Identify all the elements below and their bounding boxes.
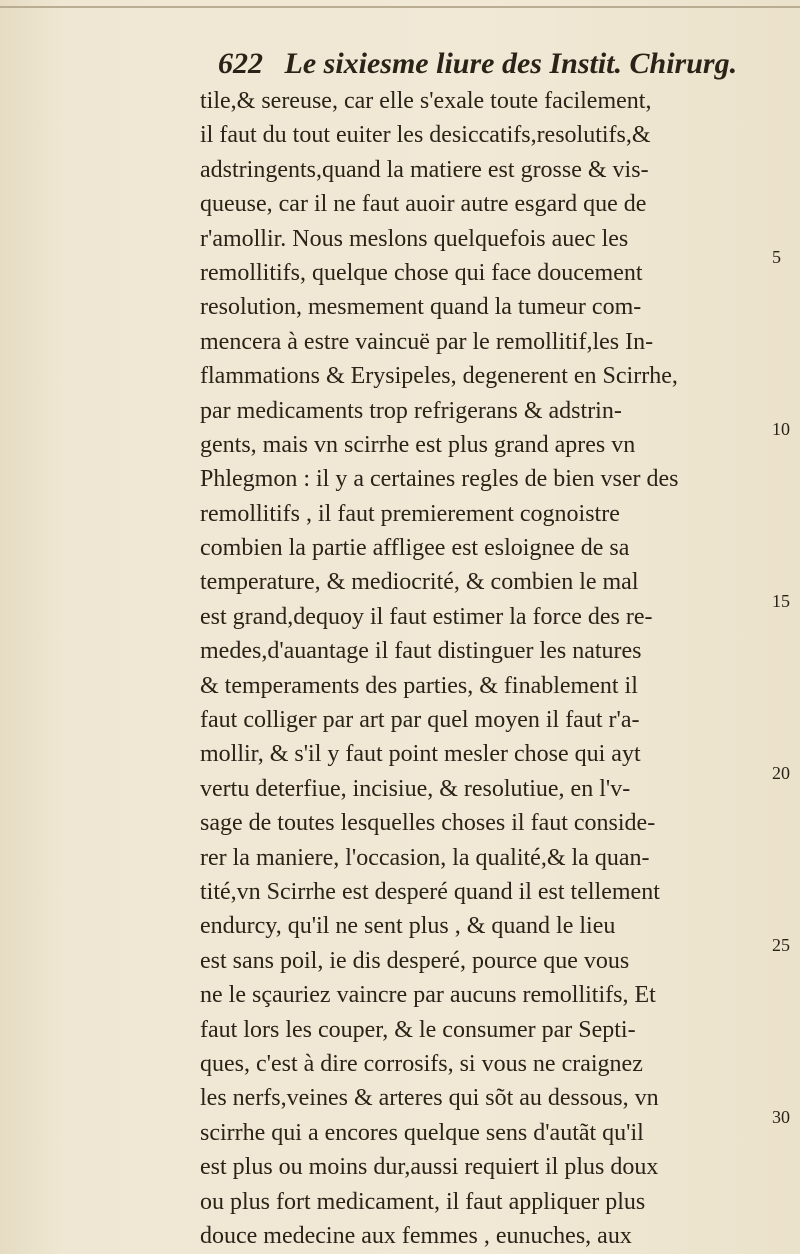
text-line: combien la partie affligee est esloignee de sa (200, 535, 630, 562)
margin-line-number: 5 (772, 247, 781, 267)
margin-line-number: 25 (772, 935, 790, 955)
text-line: temperature, & mediocrité, & combien le mal (200, 569, 639, 596)
page-number: 622 (218, 47, 263, 80)
text-line: est plus ou moins dur,aussi requiert il plus doux (200, 1154, 659, 1181)
text-line: douce medecine aux femmes , eunuches, aux (200, 1222, 632, 1249)
top-edge-rule (0, 6, 800, 8)
text-line: mollir, & s'il y faut point mesler chose qui ayt (200, 741, 641, 768)
text-line: medes,d'auantage il faut distinguer les natures (200, 638, 642, 665)
text-line: est grand,dequoy il faut estimer la force des re- (200, 603, 653, 630)
body-text (200, 84, 760, 1253)
text-line: flammations & Erysipeles, degenerent en Scirrhe, (200, 363, 678, 390)
running-header (218, 44, 758, 84)
text-line: rer la maniere, l'occasion, la qualité,& la quan- (200, 844, 650, 871)
margin-line-number: 15 (772, 591, 790, 611)
text-line: adstringents,quand la matiere est grosse & vis- (200, 156, 649, 183)
text-line: resolution, mesmement quand la tumeur com- (200, 294, 642, 321)
margin-line-number: 30 (772, 1107, 790, 1127)
text-line: ques, c'est à dire corrosifs, si vous ne craignez (200, 1050, 643, 1077)
text-line: ou plus fort medicament, il faut appliquer plus (200, 1188, 646, 1215)
margin-line-number: 20 (772, 763, 790, 783)
text-line: queuse, car il ne faut auoir autre esgard que de (200, 191, 647, 218)
text-line: les nerfs,veines & arteres qui sõt au dessous, vn (200, 1085, 659, 1112)
text-line: tité,vn Scirrhe est desperé quand il est tellement (200, 878, 660, 905)
text-line: ne le sçauriez vaincre par aucuns remollitifs, Et (200, 982, 656, 1009)
text-line: mencera à estre vaincuë par le remollitif,les In- (200, 328, 654, 355)
text-line: par medicaments trop refrigerans & adstrin- (200, 397, 622, 424)
text-line: Phlegmon : il y a certaines regles de bien vser des (200, 466, 679, 493)
text-line: endurcy, qu'il ne sent plus , & quand le lieu (200, 913, 616, 940)
text-line: est sans poil, ie dis desperé, pource que vous (200, 947, 630, 974)
running-title: Le sixiesme liure des Instit. Chirurg. (284, 47, 738, 80)
margin-line-number: 10 (772, 419, 790, 439)
text-line: faut colliger par art par quel moyen il faut r'a- (200, 707, 640, 734)
text-line: tile,& sereuse, car elle s'exale toute facilement, (200, 88, 652, 114)
text-line: remollitifs , il faut premierement cognoistre (200, 500, 620, 527)
text-line: vertu deterfiue, incisiue, & resolutiue, en l'v- (200, 775, 631, 802)
text-line: sage de toutes lesquelles choses il faut conside- (200, 810, 656, 837)
text-line: r'amollir. Nous meslons quelquefois auec les (200, 225, 629, 252)
text-line: scirrhe qui a encores quelque sens d'autãt qu'il (200, 1119, 644, 1146)
text-line: faut lors les couper, & le consumer par Septi- (200, 1016, 636, 1043)
text-line: il faut du tout euiter les desiccatifs,resolutifs,& (200, 122, 651, 149)
text-line: gents, mais vn scirrhe est plus grand apres vn (200, 431, 636, 458)
text-line: & temperaments des parties, & finablement il (200, 672, 638, 699)
text-line: remollitifs, quelque chose qui face doucement (200, 259, 643, 286)
